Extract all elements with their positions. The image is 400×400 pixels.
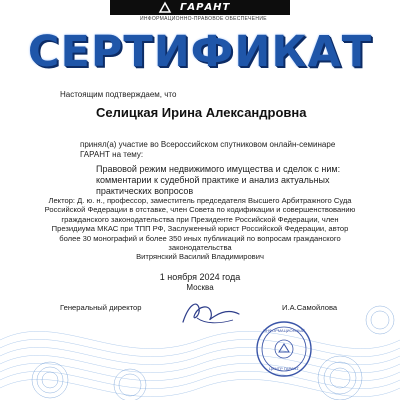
lecturer-line: Лектор: Д. ю. н., профессор, заместитель председателя Высшего Арбитражного Суда [48, 196, 352, 205]
seminar-topic: Правовой режим недвижимого имущества и сделок с ним: комментарии к судебной практике и анализ актуальных практических вопросов [96, 164, 341, 196]
svg-text:ИНФОРМАЦИОННЫЙ: ИНФОРМАЦИОННЫЙ [263, 328, 305, 333]
certificate-title: СЕРТИФИКАТ [27, 27, 373, 77]
lecturer-name: Витрянский Василий Владимирович [136, 252, 264, 262]
certificate-date: 1 ноября 2024 года [159, 272, 241, 282]
svg-text:ЦЕНТР ГАРАНТ: ЦЕНТР ГАРАНТ [269, 366, 299, 371]
signer-name: И.А.Самойлова [282, 303, 338, 312]
brand-logo [110, 0, 290, 24]
signer-role: Генеральный директор [60, 303, 142, 312]
participation-line-2: ГАРАНТ на тему: [80, 150, 144, 159]
handwritten-signature [175, 296, 245, 330]
official-stamp [255, 320, 313, 378]
logo-tagline: ИНФОРМАЦИОННО-ПРАВОВОЕ ОБЕСПЕЧЕНИЕ [140, 16, 267, 22]
lecturer-line: законодательства [168, 243, 232, 253]
logo-word: ГАРАНТ [180, 2, 231, 13]
lecturer-line: Президиума МКАС при ТПП РФ, Заслуженный юрист Российской Федерации, автор [51, 224, 349, 234]
confirm-line: Настоящим подтверждаем, что [60, 90, 177, 99]
recipient-name: Селицкая Ирина Александровна [96, 105, 307, 120]
lecturer-block [20, 196, 380, 262]
lecturer-line: Российской Федерации в отставке, член Совета по кодификации и совершенствованию [44, 205, 356, 215]
lecturer-line: гражданского законодательства при Президенте Российской Федерации, член [61, 214, 339, 224]
certificate-city: Москва [186, 283, 214, 292]
garant-logo-icon [158, 1, 172, 14]
participation-line-1: принял(а) участие во Всероссийском спутниковом онлайн-семинаре [80, 140, 336, 149]
lecturer-line: более 30 монографий и более 350 иных публикаций по вопросам гражданского [59, 233, 341, 243]
